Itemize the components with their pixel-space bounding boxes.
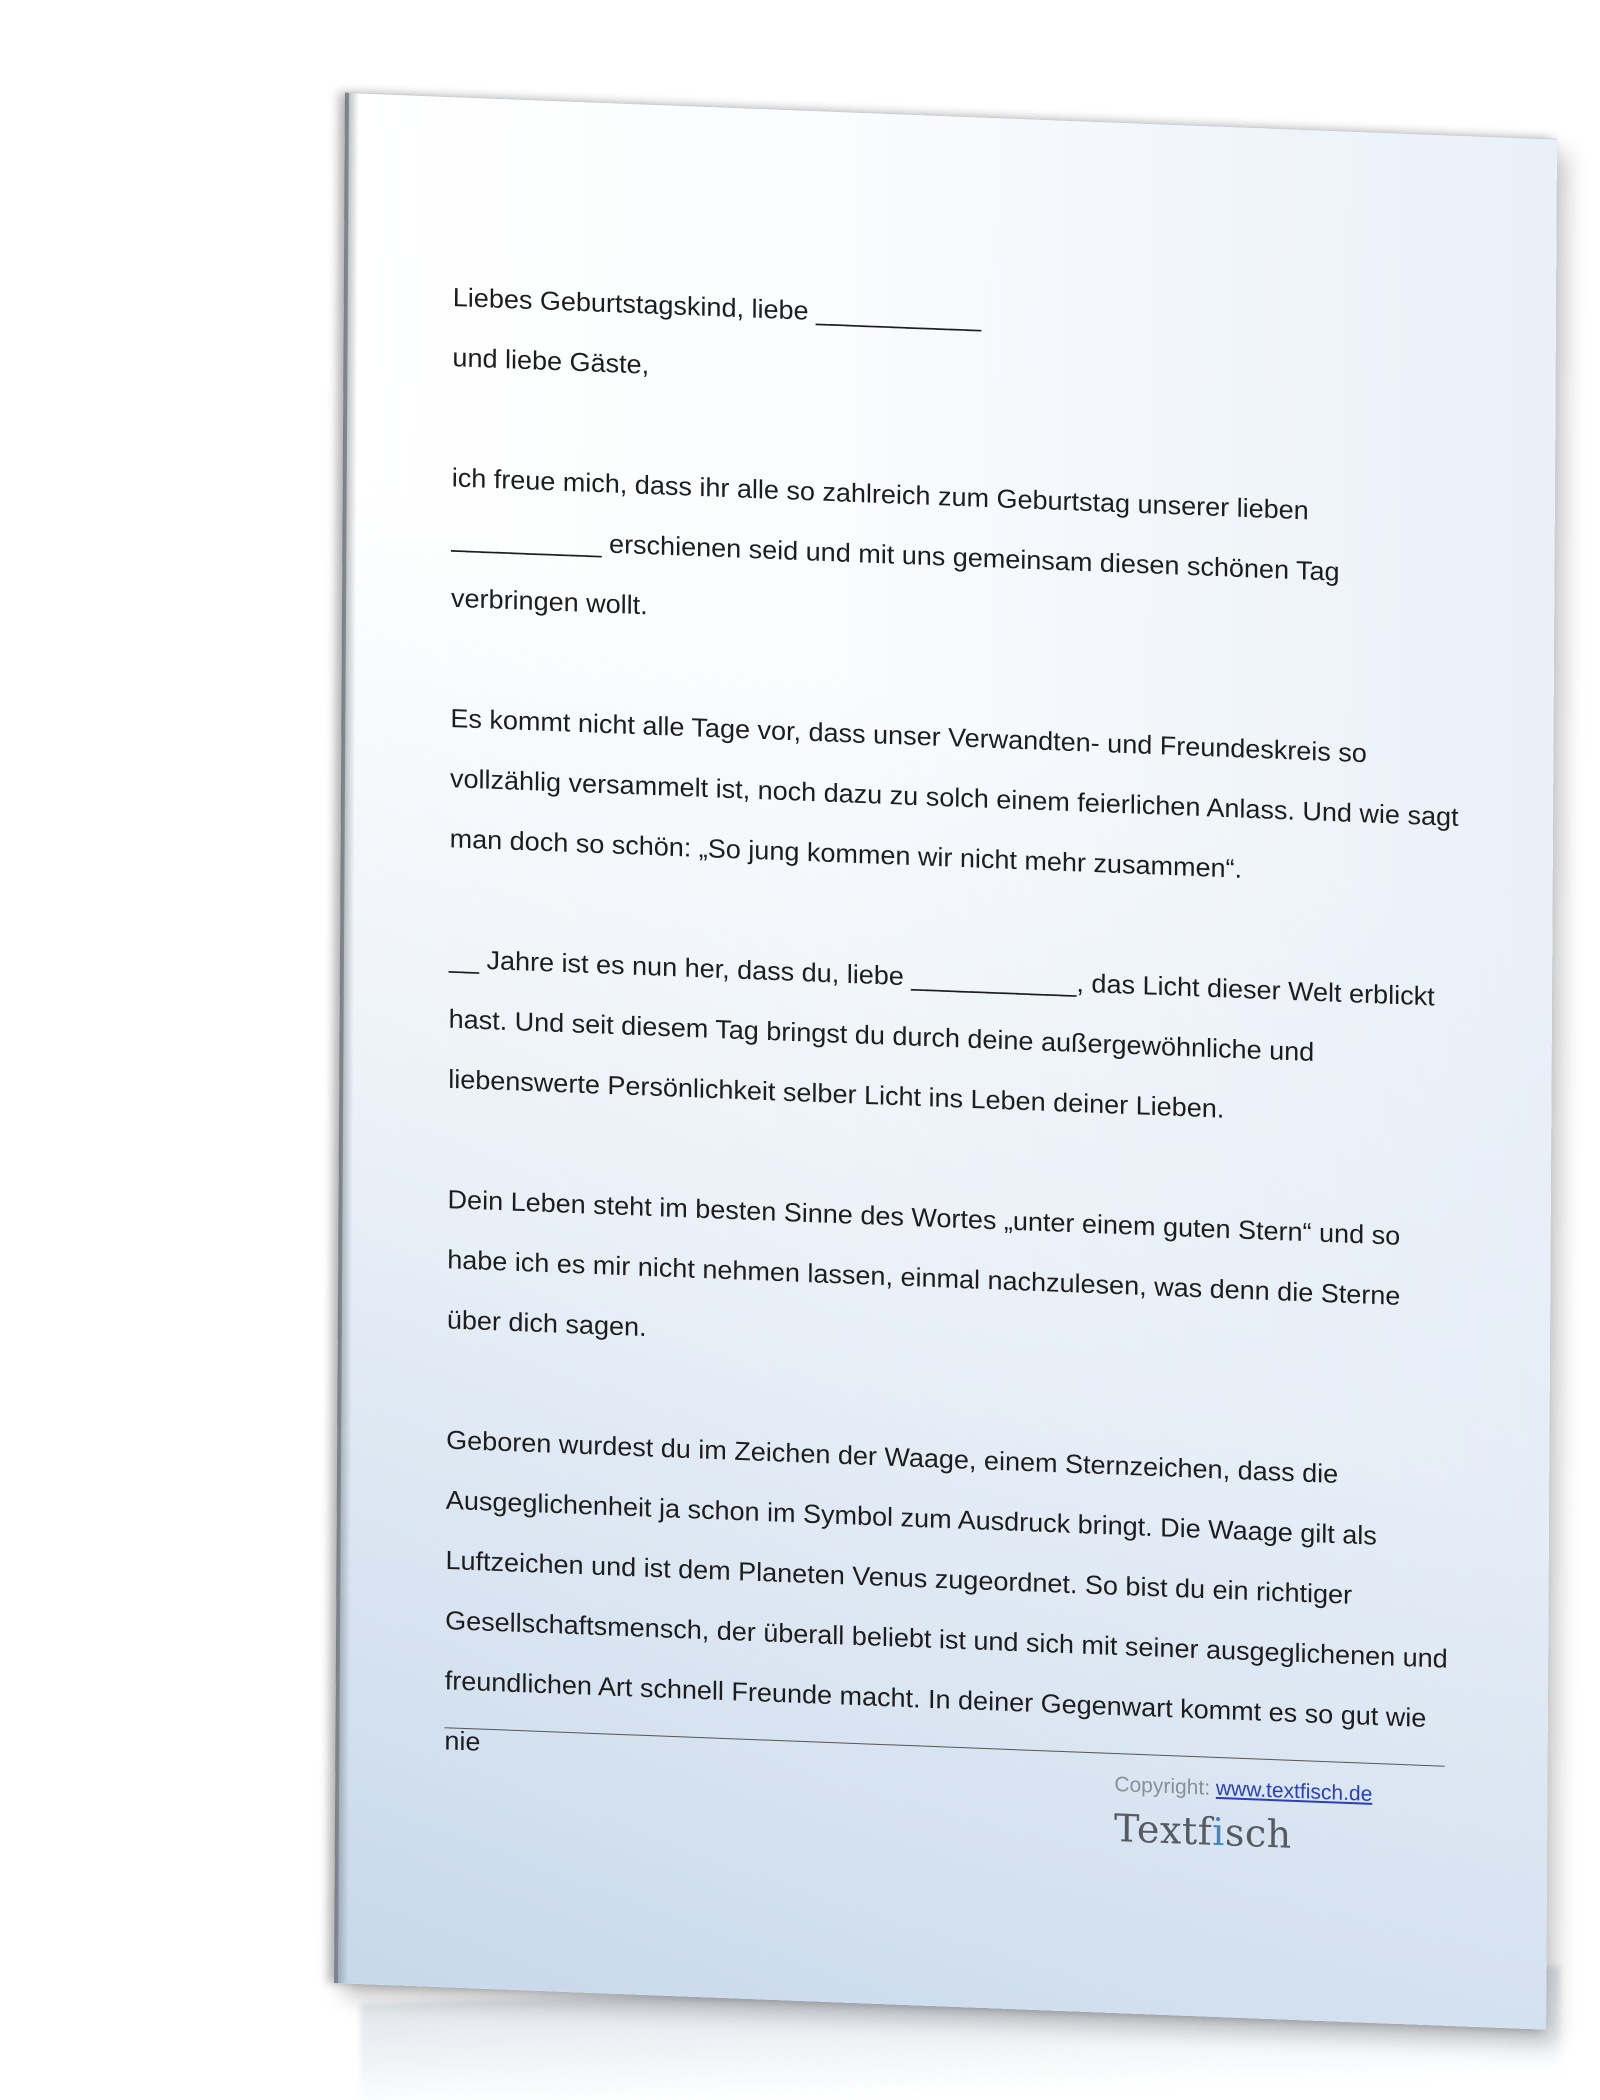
logo-text-start: Textf (1113, 1805, 1213, 1854)
greeting-line: Liebes Geburtstagskind, liebe ___________ (452, 282, 982, 333)
paragraph: Dein Leben steht im besten Sinne des Wortes „unter einem guten Stern“ und so habe ich es mir nicht nehmen lassen, einmal nachzulesen, was denn die Sterne über dich sagen. (446, 1184, 1408, 1342)
textfisch-logo (1114, 1806, 1292, 1857)
copyright-link[interactable]: www.textfisch.de (1215, 1776, 1373, 1806)
paragraph: Geboren wurdest du im Zeichen der Waage, einem Sternzeichen, dass die Ausgeglichenheit ja schon im Symbol zum Ausdruck bringt. Die Waage gilt als Luftzeichen und ist dem Planeten Venus zugeordnet. So bist du ein richtiger Gesellschaftsmensch, der überall beliebt ist und sich mit seiner ausgeglichenen und freundlichen Art schnell Freunde macht. In deiner Gegenwart kommt es so gut wie nie (444, 1425, 1456, 1757)
logo-text-end: sch (1224, 1810, 1292, 1857)
paragraph: Es kommt nicht alle Tage vor, dass unser Verwandten- und Freundeskreis so vollzählig versammelt ist, noch dazu zu solch einem feierlichen Anlass. Und wie sagt man doch so schön: „So jung kommen wir nicht mehr zusammen“. (449, 703, 1467, 884)
copyright-label: Copyright: (1114, 1772, 1216, 1800)
page-edge-shadow (334, 93, 359, 1984)
greeting-line: und liebe Gäste, (452, 342, 650, 380)
fish-icon: i (1212, 1809, 1226, 1855)
paragraph: ich freue mich, dass ihr alle so zahlreich zum Geburtstag unserer lieben __________ erschienen seid und mit uns gemeinsam diesen schönen Tag verbringen wollt. (451, 463, 1348, 621)
document-body (444, 267, 1467, 1870)
document-page (334, 92, 1557, 2030)
paragraph: __ Jahre ist es nun her, dass du, liebe ___________, das Licht dieser Welt erblickt hast. Und seit diesem Tag bringst du durch deine außergewöhnliche und liebenswerte Persönlichkeit selber Licht ins Leben deiner Lieben. (448, 944, 1443, 1124)
